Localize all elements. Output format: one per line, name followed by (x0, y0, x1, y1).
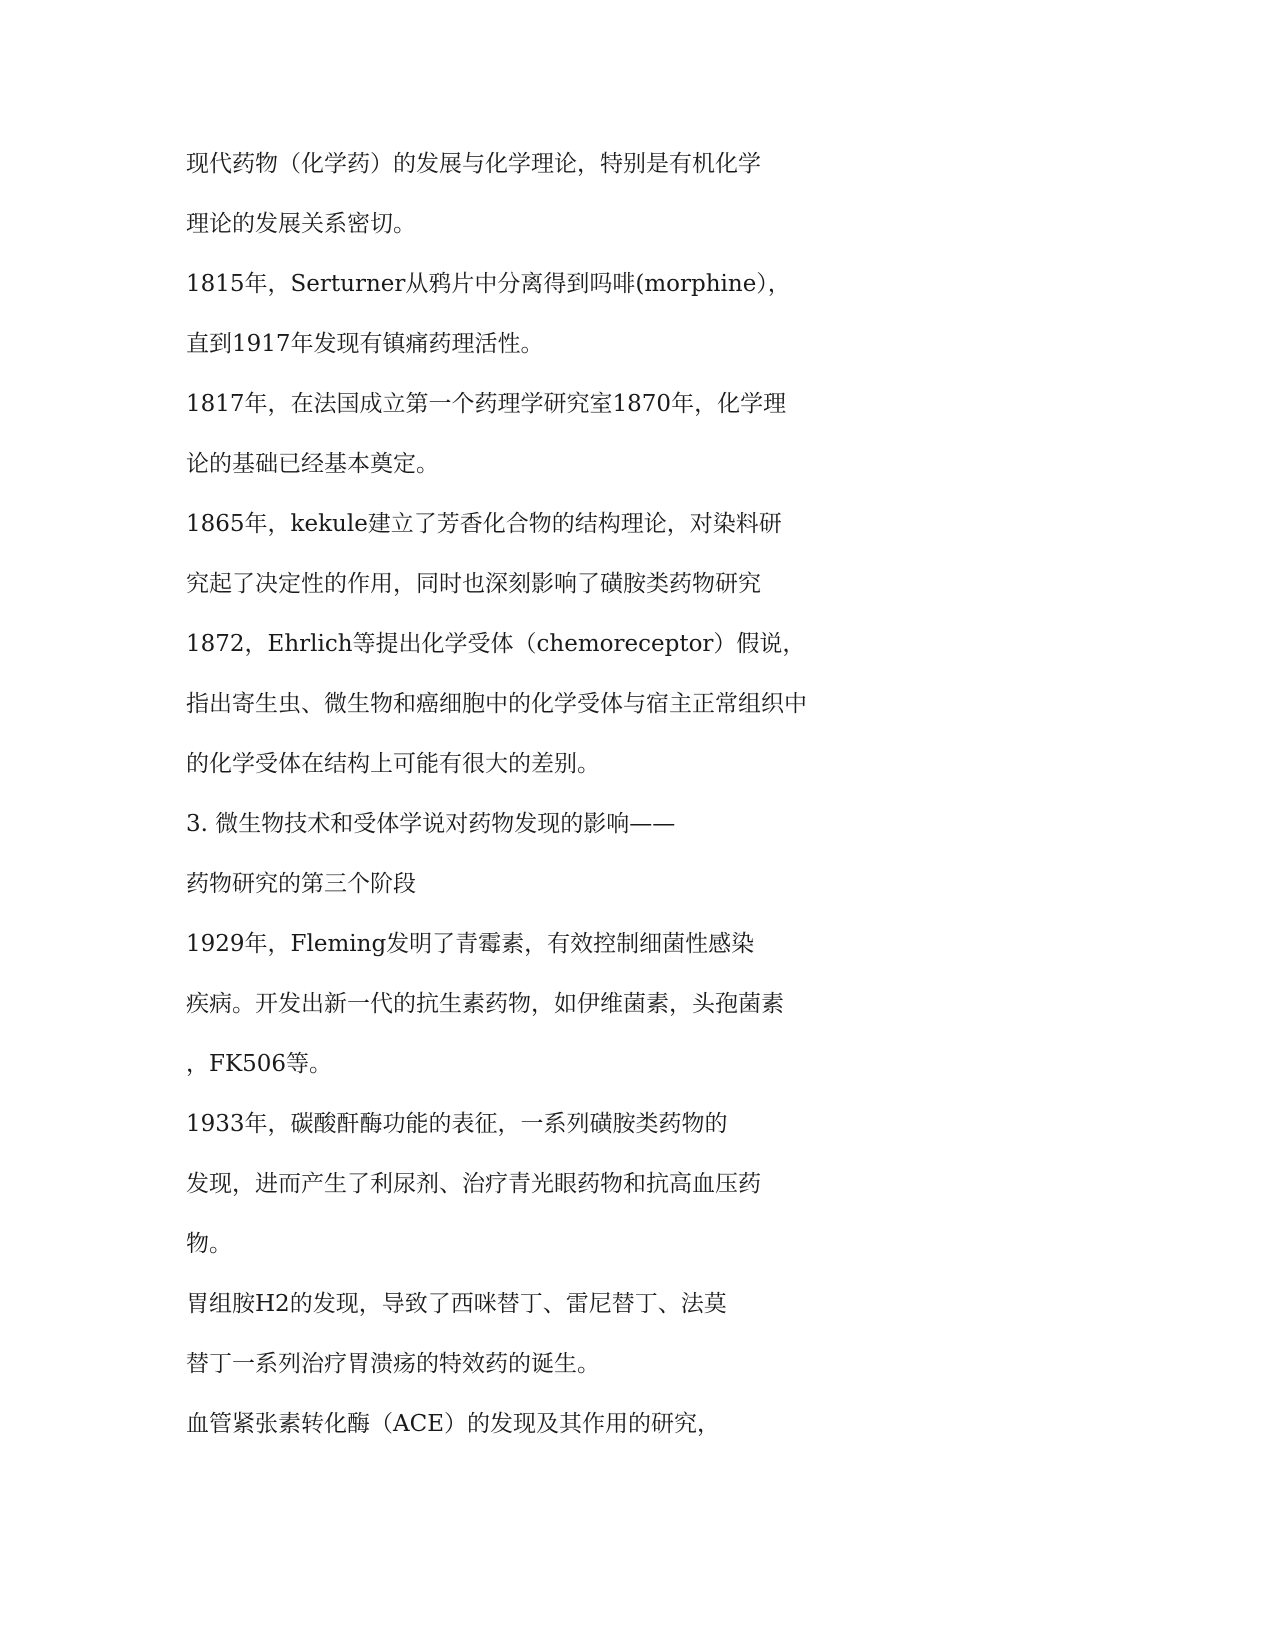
text-line: 现代药物（化学药）的发展与化学理论，特别是有机化学 (186, 151, 761, 177)
section-heading: 药物研究的第三个阶段 (186, 871, 416, 897)
text-line: 究起了决定性的作用，同时也深刻影响了磺胺类药物研究 (186, 571, 761, 597)
section-heading: 3. 微生物技术和受体学说对药物发现的影响—— (186, 811, 676, 837)
text-line: 物。 (186, 1231, 232, 1257)
text-line: 疾病。开发出新一代的抗生素药物，如伊维菌素，头孢菌素 (186, 991, 784, 1017)
text-line: 直到1917年发现有镇痛药理活性。 (186, 331, 544, 357)
text-line: 指出寄生虫、微生物和癌细胞中的化学受体与宿主正常组织中 (186, 691, 807, 717)
text-line: 1865年，kekule建立了芳香化合物的结构理论，对染料研 (186, 511, 782, 537)
text-line: 1933年，碳酸酐酶功能的表征，一系列磺胺类药物的 (186, 1111, 728, 1137)
text-line: 替丁一系列治疗胃溃疡的特效药的诞生。 (186, 1351, 600, 1377)
text-line: 血管紧张素转化酶（ACE）的发现及其作用的研究， (186, 1411, 720, 1437)
text-line: 理论的发展关系密切。 (186, 211, 416, 237)
text-line: 1872，Ehrlich等提出化学受体（chemoreceptor）假说， (186, 631, 806, 657)
text-line: 1929年，Fleming发明了青霉素，有效控制细菌性感染 (186, 931, 755, 957)
text-line: 1815年，Serturner从鸦片中分离得到吗啡(morphine）， (186, 271, 791, 297)
body-text (186, 142, 1086, 1462)
text-line: 1817年，在法国成立第一个药理学研究室1870年，化学理 (186, 391, 787, 417)
text-line: 胃组胺H2的发现，导致了西咪替丁、雷尼替丁、法莫 (186, 1291, 727, 1317)
text-line: ，FK506等。 (186, 1051, 333, 1077)
text-line: 论的基础已经基本奠定。 (186, 451, 439, 477)
text-line: 的化学受体在结构上可能有很大的差别。 (186, 751, 600, 777)
text-line: 发现，进而产生了利尿剂、治疗青光眼药物和抗高血压药 (186, 1171, 761, 1197)
